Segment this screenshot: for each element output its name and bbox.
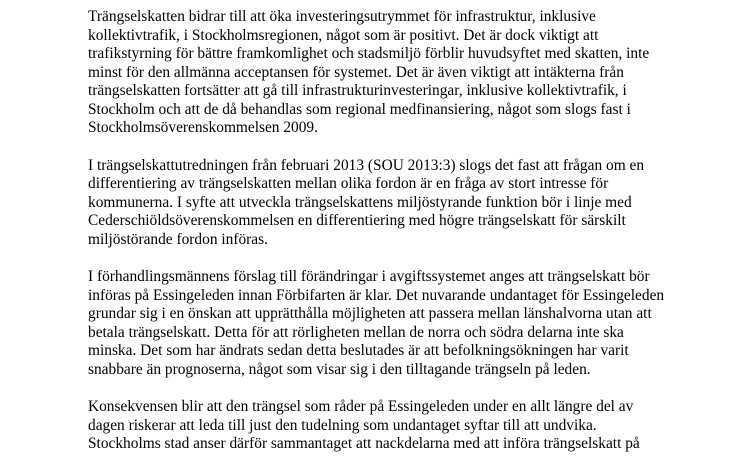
- text-line: Cederschiöldsöverenskommelsen en differentiering med högre trängselskatt för särskilt: [88, 212, 626, 229]
- text-line: införas på Essingeleden innan Förbifarten är klar. Det nuvarande undantaget för Essingeleden: [88, 286, 665, 304]
- paragraph: [88, 157, 648, 250]
- text-line: Trängselskatten bidrar till att öka investeringsutrymmet för infrastruktur, inklusive: [88, 8, 596, 25]
- text-line: I förhandlingsmännens förslag till förändringar i avgiftssystemet anges att trängselskatt bör: [88, 268, 650, 285]
- text-line: Stockholms stad anser därför sammantaget att nackdelarna med att införa trängselskatt på: [88, 435, 640, 452]
- text-line: Stockholmsöverenskommelsen 2009.: [88, 119, 318, 136]
- document-body: [88, 8, 665, 473]
- text-line: minska. Det som har ändrats sedan detta beslutades är att befolkningsökningen har varit: [88, 342, 629, 359]
- text-line: trafikstyrning för bättre framkomlighet och stadsmiljö förblir huvudsyftet med skatten, inte: [88, 45, 650, 62]
- text-line: kollektivtrafik, i Stockholmsregionen, något som är positivt. Det är dock viktigt att: [88, 26, 599, 44]
- text-line: I trängselskattutredningen från februari 2013 (SOU 2013:3) slogs det fast att frågan om en: [88, 156, 645, 174]
- text-line: snabbare än prognoserna, något som visar sig i den tilltagande trängseln på leden.: [88, 360, 591, 378]
- text-line: dagen riskerar att leda till just den tudelning som undantaget syftar till att undvika.: [88, 416, 597, 434]
- text-line: grundar sig i en önskan att upprätthålla möjligheten att passera mellan länshalvorna utan att: [88, 305, 652, 322]
- paragraph: [88, 8, 648, 138]
- text-line: kommunerna. I syfte att utveckla trängselskattens miljöstyrande funktion bör i linje med: [88, 193, 632, 211]
- text-line: Stockholm och att de då behandlas som regional medfinansiering, något som slogs fast i: [88, 100, 631, 118]
- text-line: trängselskatten fortsätter att gå till infrastrukturinvesteringar, inklusive kollektivtrafik, i: [88, 82, 627, 99]
- paragraph: [88, 398, 648, 454]
- text-line: differentiering av trängselskatten mellan olika fordon är en fråga av stort intresse för: [88, 175, 609, 192]
- text-line: Konsekvensen blir att den trängsel som råder på Essingeleden under en allt längre del av: [88, 398, 634, 415]
- text-line: minst för den allmänna acceptansen för systemet. Det är även viktigt att intäkterna från: [88, 63, 624, 81]
- text-line: betala trängselskatt. Detta för att rörligheten mellan de norra och södra delarna inte ska: [88, 323, 624, 341]
- text-line: miljöstörande fordon införas.: [88, 230, 268, 248]
- paragraph: [88, 268, 665, 379]
